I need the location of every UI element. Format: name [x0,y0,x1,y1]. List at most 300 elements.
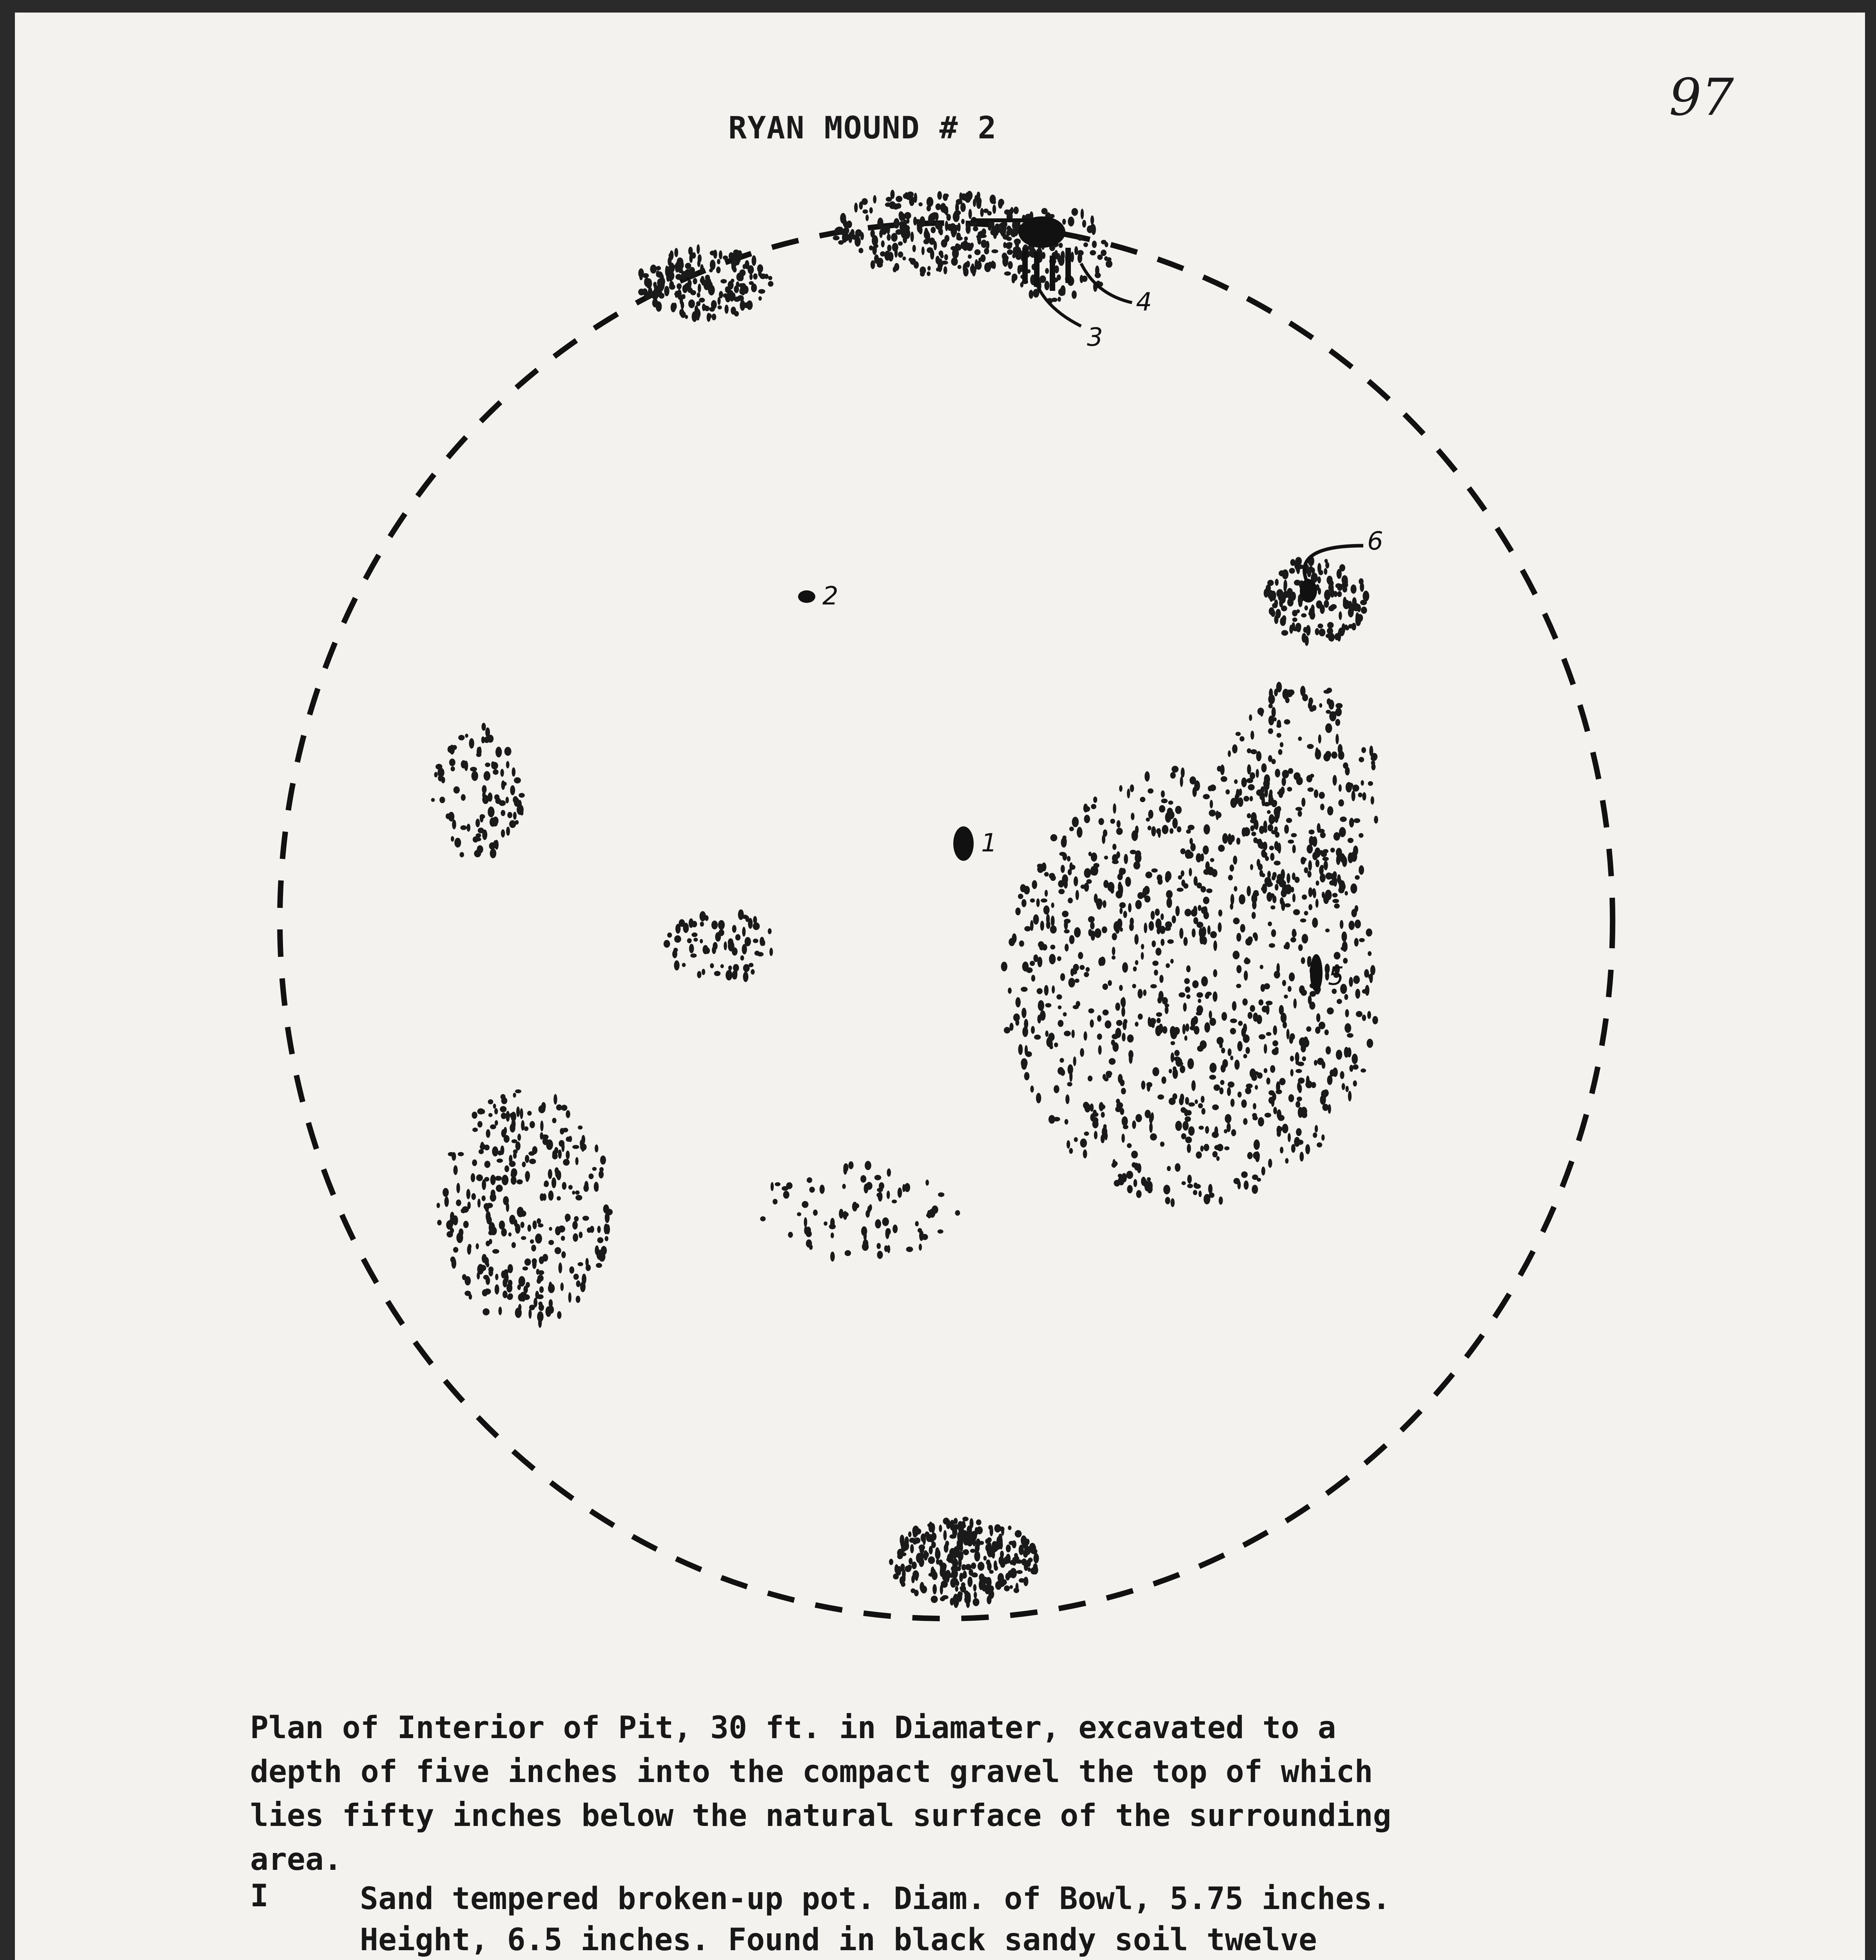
stipple-dot [955,244,962,251]
stipple-dot [1145,1110,1151,1118]
stipple-dot [1083,804,1088,813]
stipple-dot [962,1517,969,1521]
stipple-dot [1237,1181,1241,1189]
stipple-dot [735,934,740,940]
stipple-dot [1284,995,1288,998]
stipple-dot [1285,903,1291,907]
stipple-dot [958,1557,962,1568]
stipple-dot [1086,967,1090,972]
stipple-dot [439,797,445,803]
stipple-dot [906,1247,913,1252]
stipple-dot [513,1149,518,1154]
stipple-dot [1322,857,1329,861]
stipple-dot [1069,827,1074,831]
stipple-dot [742,927,746,936]
stipple-dot [1151,868,1158,873]
stipple-dot [1306,625,1310,635]
stipple-dot [986,1577,989,1583]
stipple-dot [1261,852,1267,858]
stipple-dot [956,236,963,241]
stipple-dot [865,1210,870,1218]
stipple-dot [983,1556,987,1561]
stipple-dot [1320,873,1326,882]
stipple-dot [501,1097,508,1104]
stipple-dot [940,1563,947,1570]
stipple-dot [692,311,697,322]
stipple-dot [1083,1149,1087,1158]
stipple-dot [1073,1056,1076,1066]
stipple-dot [1080,1138,1087,1147]
stipple-dot [495,1274,498,1280]
stipple-dot [1067,856,1070,862]
stipple-dot [1172,766,1179,773]
stipple-dot [1068,978,1075,988]
stipple-dot [1221,776,1227,782]
stipple-dot [1141,944,1144,949]
stipple-dot [1136,1190,1141,1198]
stipple-dot [1109,1058,1116,1065]
stipple-dot [1093,797,1097,803]
stipple-dot [1187,1175,1192,1184]
stipple-dot [572,1191,575,1194]
stipple-dot [701,277,705,285]
stipple-dot [978,231,983,237]
stipple-dot [431,798,435,802]
stipple-dot [1084,815,1090,823]
stipple-dot [1221,1048,1225,1054]
stipple-dot [572,1221,578,1230]
stipple-dot [1097,1015,1101,1022]
stipple-dot [1323,894,1329,904]
artifact-4-mark [1081,263,1132,303]
stipple-dot [1282,980,1286,986]
stipple-dot [731,307,736,315]
stipple-dot [1192,980,1199,988]
stipple-dot [504,747,512,756]
stipple-dot [977,192,980,199]
stipple-dot [1123,1125,1129,1129]
stipple-dot [1236,732,1241,736]
stipple-dot [1233,856,1237,865]
stipple-dot [1090,1103,1094,1112]
stipple-dot [1230,903,1234,909]
stipple-dot [964,1597,970,1602]
stipple-dot [1341,946,1347,951]
stipple-dot [1279,1078,1286,1085]
stipple-dot [573,1274,579,1280]
stipple-dot [1349,977,1353,987]
stipple-dot [472,1193,476,1200]
stipple-dot [1263,780,1270,788]
stipple-dot [1199,928,1203,938]
stipple-dot [513,1093,516,1098]
stipple-dot [1083,242,1088,247]
stipple-dot [1294,998,1297,1009]
stipple-dot [998,1580,1005,1587]
stipple-dot [1118,1176,1125,1185]
stipple-dot [1362,1014,1366,1021]
stipple-dot [477,1108,484,1114]
stipple-dot [931,1596,938,1603]
stipple-dot [1064,919,1070,924]
stipple-dot [1004,271,1011,276]
stipple-dot [838,229,845,235]
stipple-dot [1029,290,1034,299]
stipple-dot [1302,1056,1306,1062]
stipple-dot [1101,1112,1105,1118]
stipple-dot [1049,1115,1055,1123]
stipple-dot [1326,1046,1331,1054]
stipple-dot [1261,887,1264,891]
stipple-dot [944,1544,949,1553]
plan-caption: Plan of Interior of Pit, 30 ft. in Diamater, excavated to a depth of five inches into the compact gravel the top of which lies fifty inches below the natural surface of the surrounding area. [250,1710,1392,1877]
stipple-dot [660,279,665,290]
stipple-dot [1075,978,1080,983]
stipple-dot [1214,1084,1220,1091]
stipple-dot [512,1139,517,1143]
stipple-dot [912,1562,917,1570]
stipple-dot [1112,1034,1118,1039]
stipple-dot [1308,887,1313,897]
stipple-dot [528,1151,535,1156]
stipple-dot [1170,772,1176,779]
stipple-dot [561,1105,567,1111]
stipple-dot [1250,749,1257,754]
stipple-dot [1083,1031,1087,1041]
stipple-dot [1287,787,1292,791]
stipple-dot [1194,1026,1199,1034]
stipple-dot [533,1298,537,1308]
stipple-dot [489,842,495,850]
stipple-dot [758,296,762,301]
stipple-dot [1298,811,1302,817]
stipple-dot [1170,1041,1175,1045]
artifact-3-label: 3 [1087,323,1103,352]
stipple-dot [1004,1556,1009,1564]
stipple-dot [576,1280,581,1287]
stipple-dot [1050,945,1055,949]
stipple-dot [1135,850,1141,857]
stipple-dot [1099,1104,1105,1109]
stipple-dot [1106,1071,1112,1076]
stipple-dot [527,1111,532,1116]
stipple-dot [1252,1113,1257,1118]
stipple-dot [1045,890,1048,897]
stipple-dot [938,1229,943,1234]
stipple-dot [1200,1145,1204,1152]
stipple-dot [669,284,675,290]
stipple-dot [969,1577,972,1583]
stipple-dot [469,738,474,749]
stipple-dot [548,1284,555,1293]
stipple-dot [1187,851,1194,858]
stipple-dot [1281,630,1288,635]
stipple-dot [1156,1012,1162,1017]
stipple-dot [657,271,663,278]
stipple-dot [1295,1052,1299,1063]
stipple-dot [922,1234,928,1240]
stipple-dot [515,1089,521,1093]
stipple-dot [475,818,480,827]
stipple-dot [464,761,468,771]
stipple-dot [1130,918,1134,926]
stipple-dot [709,307,715,312]
stipple-dot [575,1157,579,1165]
stipple-dot [976,1519,982,1525]
stipple-dot [943,1530,947,1541]
stipple-dot [697,244,700,254]
stipple-dot [1240,924,1245,933]
stipple-dot [928,215,932,225]
stipple-dot [450,745,455,755]
stipple-dot [1190,838,1193,845]
stipple-dot [1328,1104,1331,1114]
stipple-dot [1319,703,1322,708]
stipple-dot [1155,909,1159,916]
stipple-dot [1270,906,1275,910]
stipple-dot [1046,920,1050,929]
stipple-dot [1308,904,1312,910]
stipple-dot [881,240,885,247]
stipple-dot [1247,748,1251,753]
stipple-dot [489,1239,492,1244]
stipple-dot [1250,864,1253,870]
stipple-dot [961,219,965,224]
stipple-dot [528,1225,532,1232]
stipple-dot [913,245,916,252]
stipple-dot [1217,766,1221,772]
stipple-dot [1019,1578,1025,1583]
stipple-dot [758,270,762,277]
stipple-dot [1372,1016,1378,1024]
stipple-dot [928,1556,935,1564]
stipple-dot [711,920,718,929]
stipple-dot [1183,1003,1187,1012]
stipple-dot [1286,873,1290,884]
stipple-dot [681,294,685,299]
stipple-dot [1021,899,1027,907]
stipple-dot [495,840,499,849]
stipple-dot [1108,980,1112,986]
stipple-dot [1121,1134,1125,1143]
stipple-dot [1001,230,1006,237]
stipple-dot [863,209,868,214]
stipple-dot [1012,1540,1016,1548]
stipple-dot [1290,1056,1294,1062]
stipple-dot [496,1185,503,1192]
stipple-dot [1257,1178,1261,1182]
stipple-dot [741,283,746,289]
stipple-dot [1012,933,1016,943]
stipple-dot [933,1569,936,1579]
stipple-dot [1113,803,1116,813]
stipple-dot [870,229,875,238]
stipple-dot [1260,965,1263,969]
stipple-dot [1185,1097,1189,1105]
stipple-dot [1369,746,1373,756]
stipple-dot [1259,999,1264,1005]
stipple-dot [1316,1013,1321,1022]
stipple-dot [1357,614,1363,622]
stipple-dot [1236,933,1241,942]
stipple-dot [783,1191,789,1199]
stipple-dot [1333,775,1337,786]
stipple-dot [687,938,692,943]
stipple-dot [664,286,669,296]
stipple-dot [446,813,450,819]
stipple-dot [933,1584,937,1594]
stipple-dot [1144,923,1147,933]
stipple-dot [1304,911,1308,916]
stipple-dot [1127,1185,1132,1193]
stipple-dot [1247,764,1251,775]
stipple-dot [1166,890,1173,899]
stipple-dot [1294,1137,1300,1147]
stipple-dot [1014,1588,1019,1593]
stipple-dot [1064,1031,1071,1036]
stipple-dot [1102,984,1108,990]
stipple-dot [480,1144,486,1149]
stipple-dot [983,209,989,213]
stipple-dot [1024,886,1030,895]
stipple-dot [903,193,910,199]
stipple-dot [1062,838,1067,845]
stipple-dot [472,1160,477,1166]
stipple-dot [1301,957,1305,964]
stipple-dot [1131,1151,1138,1158]
gravel-stipple [431,190,1378,1608]
stipple-dot [1340,1071,1344,1079]
stipple-dot [914,1537,921,1544]
stipple-dot [1050,926,1057,934]
stipple-dot [1313,1132,1317,1138]
stipple-dot [1241,777,1247,787]
stipple-dot [477,1121,483,1128]
stipple-dot [1101,250,1107,256]
stipple-dot [935,1547,939,1555]
stipple-dot [1282,615,1286,622]
stipple-dot [674,292,680,296]
stipple-dot [1118,1074,1123,1083]
stipple-dot [934,241,937,250]
stipple-dot [1175,1163,1181,1172]
stipple-dot [1103,829,1107,837]
stipple-dot [1074,927,1081,937]
stipple-dot [484,1289,491,1294]
stipple-dot [720,279,727,283]
stipple-dot [434,772,437,777]
stipple-dot [1112,947,1116,955]
stipple-dot [1149,1122,1153,1133]
stipple-dot [923,239,929,245]
stipple-dot [582,1216,589,1221]
stipple-dot [740,300,745,310]
stipple-dot [1196,853,1202,862]
stipple-dot [1091,804,1096,809]
stipple-dot [1101,240,1107,245]
stipple-dot [1188,1126,1194,1136]
stipple-dot [477,747,481,757]
stipple-dot [731,260,737,267]
stipple-dot [1141,1081,1145,1090]
stipple-dot [1023,1550,1028,1558]
stipple-dot [1036,1093,1041,1103]
stipple-dot [1172,1069,1178,1079]
stipple-dot [1231,1129,1236,1136]
stipple-dot [1296,563,1299,573]
stipple-dot [1254,1140,1260,1150]
stipple-dot [1305,1144,1310,1154]
stipple-dot [558,1149,562,1159]
stipple-dot [749,273,753,280]
stipple-dot [1328,700,1334,710]
stipple-dot [1165,1004,1169,1007]
stipple-dot [1271,759,1275,764]
stipple-dot [1298,598,1303,607]
stipple-dot [1188,825,1195,830]
stipple-dot [698,283,701,292]
stipple-dot [561,1283,564,1291]
stipple-dot [1261,1167,1265,1176]
stipple-dot [1274,689,1278,697]
stipple-dot [1237,1092,1242,1098]
stipple-dot [838,240,844,245]
stipple-dot [1315,899,1319,908]
stipple-dot [920,1582,924,1592]
stipple-dot [1203,897,1209,904]
stipple-dot [1318,588,1321,595]
stipple-dot [1324,1029,1329,1035]
stipple-dot [1205,1022,1210,1033]
stipple-dot [484,771,490,781]
stipple-dot [522,1161,526,1167]
stipple-dot [1286,1029,1290,1039]
stipple-dot [1292,610,1297,617]
stipple-dot [1197,882,1202,888]
stipple-dot [1243,1118,1247,1125]
stipple-dot [901,1541,907,1552]
stipple-dot [672,950,677,958]
stipple-dot [582,1274,586,1285]
stipple-dot [1343,597,1347,607]
stipple-dot [1208,1184,1212,1194]
stipple-dot [1094,928,1101,938]
stipple-dot [1105,1020,1111,1029]
stipple-dot [1252,900,1256,909]
stipple-dot [1269,591,1274,602]
stipple-dot [1181,768,1185,778]
stipple-dot [957,1532,962,1540]
stipple-dot [1071,1030,1074,1038]
stipple-dot [1282,770,1289,779]
stipple-dot [1279,1005,1284,1015]
artifact-1-mark [953,826,974,861]
stipple-dot [1000,1551,1004,1558]
stipple-dot [976,1526,983,1534]
stipple-dot [537,1218,541,1224]
stipple-dot [820,1185,825,1194]
stipple-dot [1271,800,1277,807]
stipple-dot [1327,1075,1333,1085]
stipple-dot [1074,876,1078,886]
stipple-dot [1213,969,1217,977]
stipple-dot [1158,878,1163,885]
stipple-dot [1203,911,1209,919]
stipple-dot [583,1184,589,1192]
stipple-dot [864,1183,869,1193]
stipple-dot [1284,945,1287,949]
stipple-dot [1072,290,1077,299]
